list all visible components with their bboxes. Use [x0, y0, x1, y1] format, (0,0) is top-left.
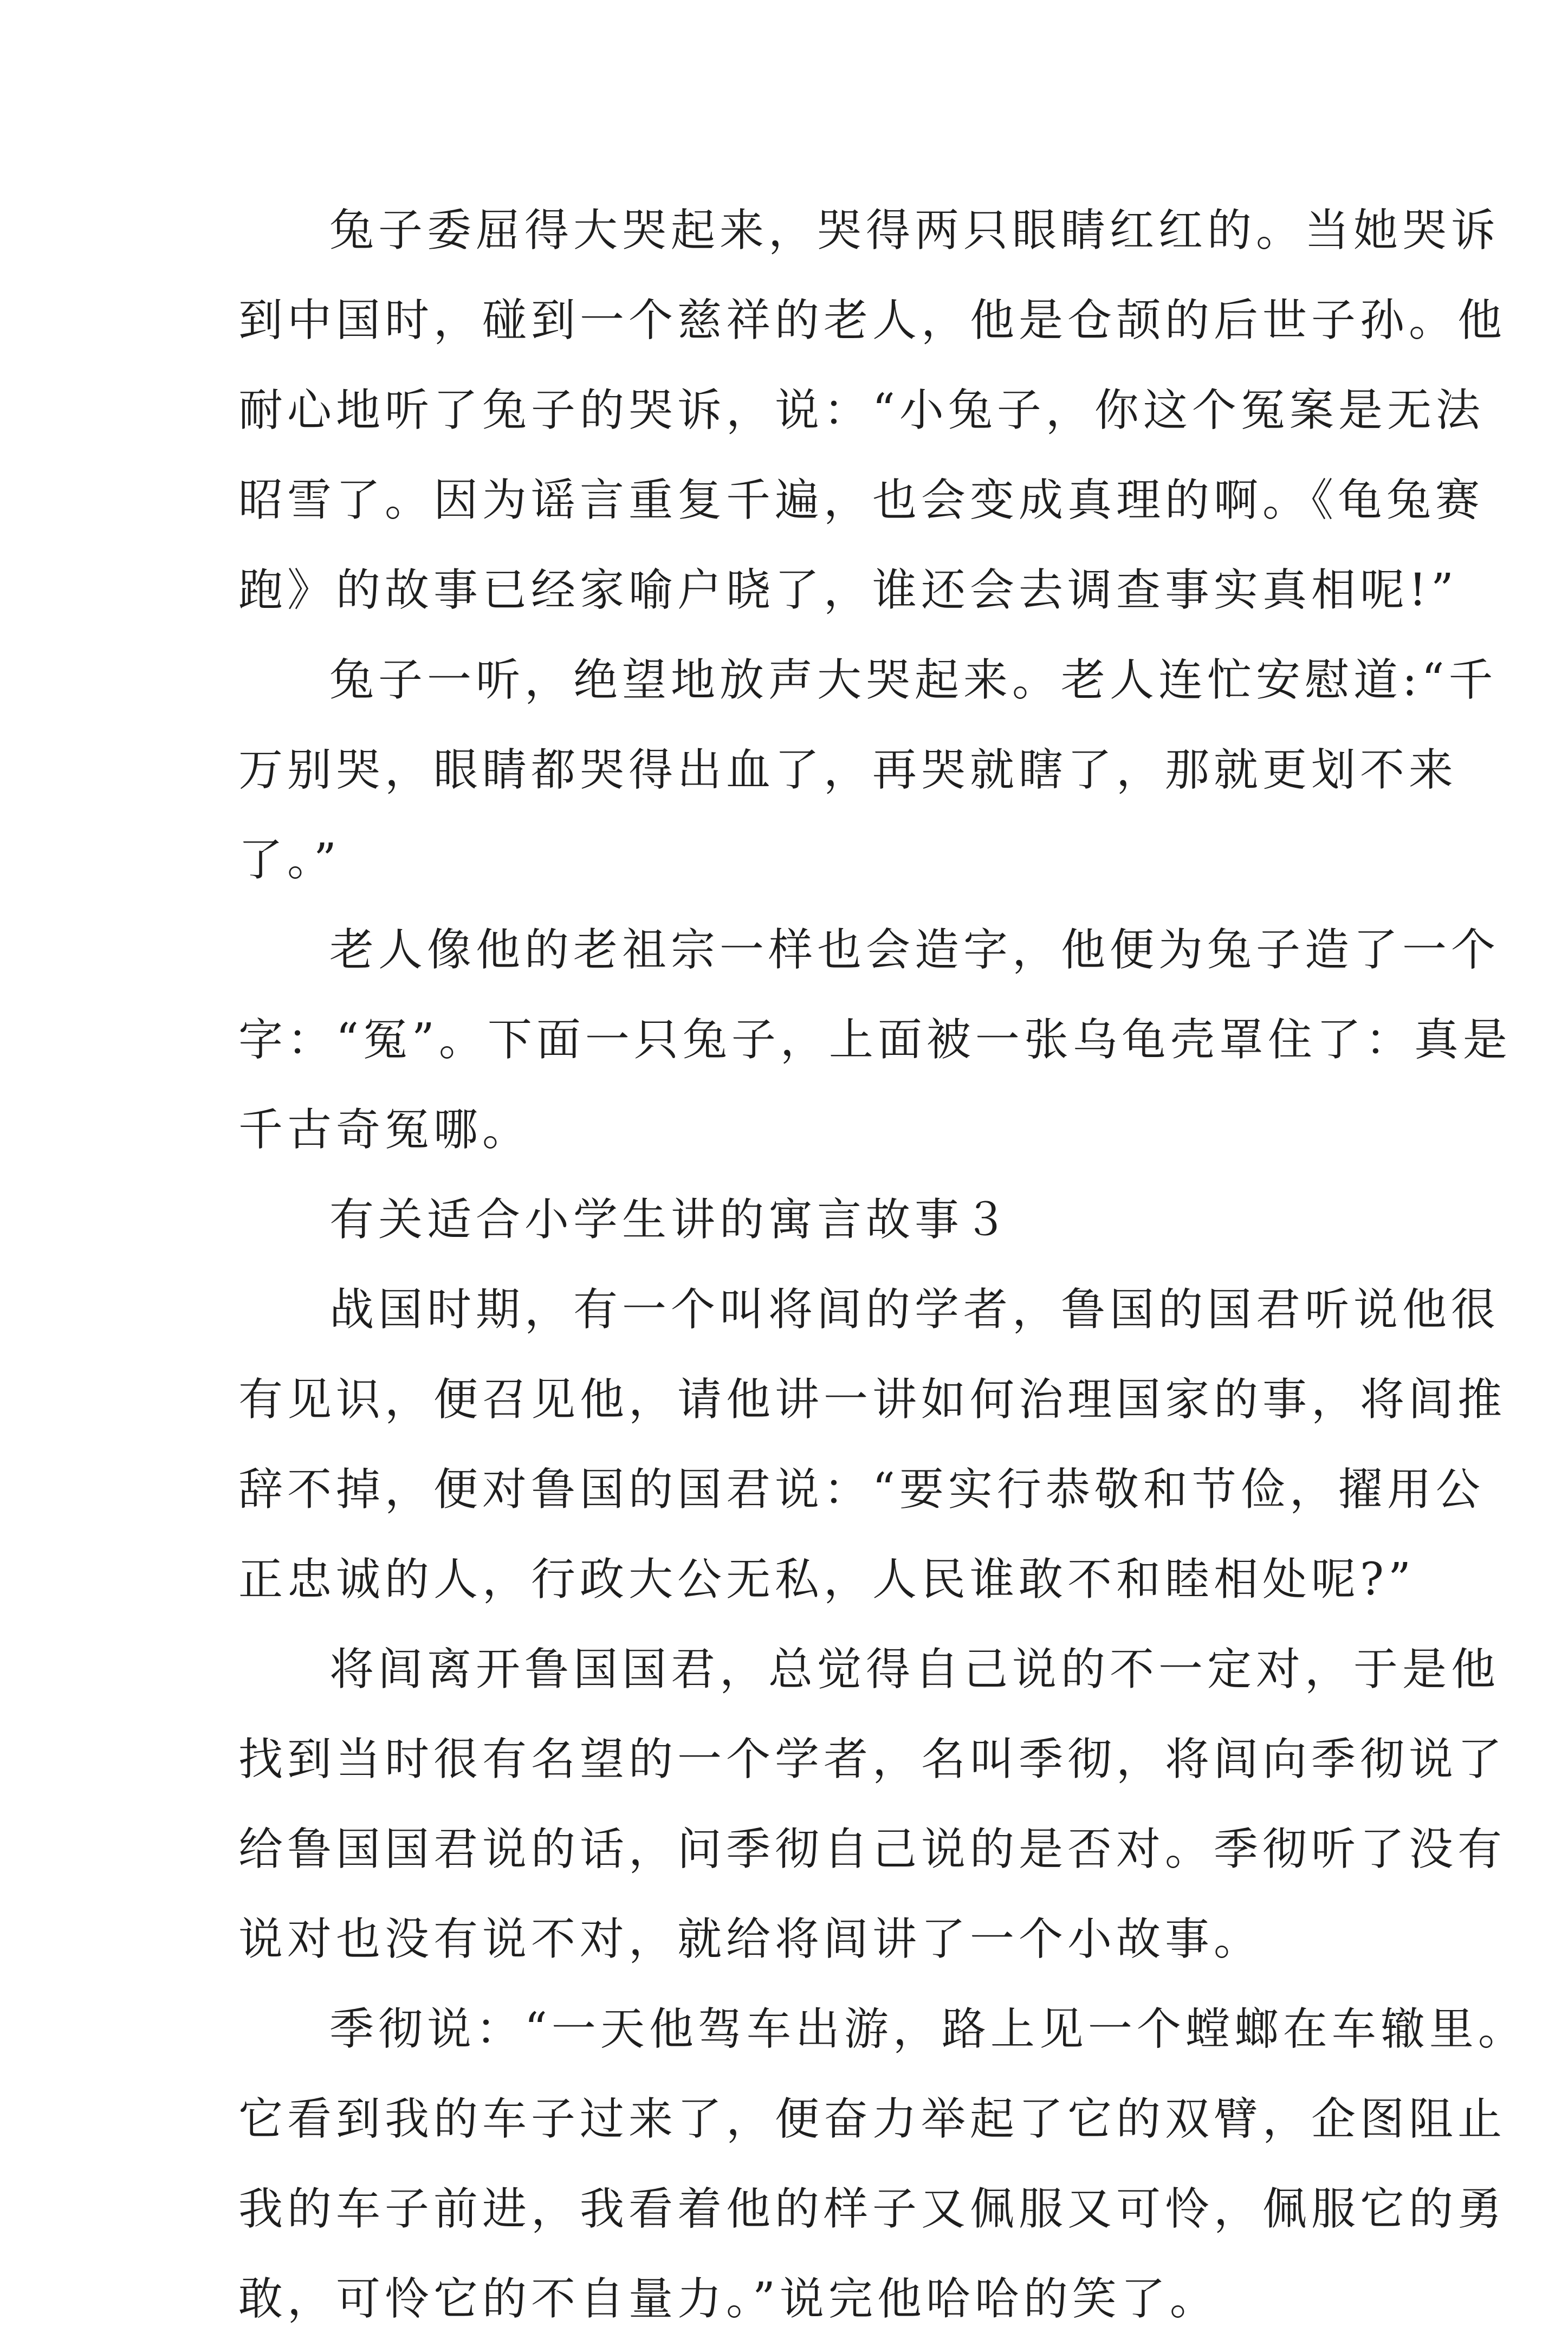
text-line-24: 敢，可怜它的不自量力。”说完他哈哈的笑了。 — [238, 2273, 1219, 2325]
text-line-15: 辞不掉，便对鲁国的国君说：“要实行恭敬和节俭，擢用公 — [238, 1464, 1485, 1515]
text-line-3: 耐心地听了兔子的哭诉，说：“小兔子，你这个冤案是无法 — [238, 385, 1485, 436]
text-line-2: 到中国时，碰到一个慈祥的老人，他是仓颉的后世子孙。他 — [238, 295, 1507, 346]
text-line-14: 有见识，便召见他，请他讲一讲如何治理国家的事，将闾推 — [238, 1374, 1507, 1425]
text-line-23: 我的车子前进，我看着他的样子又佩服又可怜，佩服它的勇 — [238, 2183, 1507, 2235]
text-line-4: 昭雪了。因为谣言重复千遍，也会变成真理的啊。《龟兔赛 — [238, 475, 1485, 526]
text-line-21: 季彻说：“一天他驾车出游，路上见一个螳螂在车辙里。 — [329, 2004, 1527, 2055]
text-line-19: 给鲁国国君说的话，问季彻自己说的是否对。季彻听了没有 — [238, 1824, 1507, 1875]
text-line-18: 找到当时很有名望的一个学者，名叫季彻，将闾向季彻说了 — [238, 1734, 1507, 1785]
text-line-1: 兔子委屈得大哭起来，哭得两只眼睛红红的。当她哭诉 — [329, 205, 1500, 256]
text-line-6: 兔子一听，绝望地放声大哭起来。老人连忙安慰道:“千 — [329, 654, 1498, 706]
text-line-8: 了。” — [238, 834, 341, 886]
text-line-22: 它看到我的车子过来了，便奋力举起了它的双臂，企图阻止 — [238, 2093, 1507, 2145]
text-line-10: 字：“冤”。下面一只兔子，上面被一张乌龟壳罩住了：真是 — [238, 1014, 1512, 1066]
text-line-13: 战国时期，有一个叫将闾的学者，鲁国的国君听说他很 — [329, 1284, 1500, 1336]
text-line-11: 千古奇冤哪。 — [238, 1104, 532, 1156]
text-line-5: 跑》的故事已经家喻户晓了，谁还会去调查事实真相呢!” — [238, 565, 1458, 616]
text-line-9: 老人像他的老祖宗一样也会造字，他便为兔子造了一个 — [329, 924, 1500, 976]
section-heading: 有关适合小学生讲的寓言故事３ — [329, 1194, 1013, 1246]
text-line-7: 万别哭，眼睛都哭得出血了，再哭就瞎了，那就更划不来 — [238, 744, 1458, 796]
text-line-16: 正忠诚的人，行政大公无私，人民谁敢不和睦相处呢?” — [238, 1554, 1415, 1605]
text-line-20: 说对也没有说不对，就给将闾讲了一个小故事。 — [238, 1914, 1263, 1965]
text-line-17: 将闾离开鲁国国君，总觉得自己说的不一定对，于是他 — [329, 1644, 1500, 1695]
